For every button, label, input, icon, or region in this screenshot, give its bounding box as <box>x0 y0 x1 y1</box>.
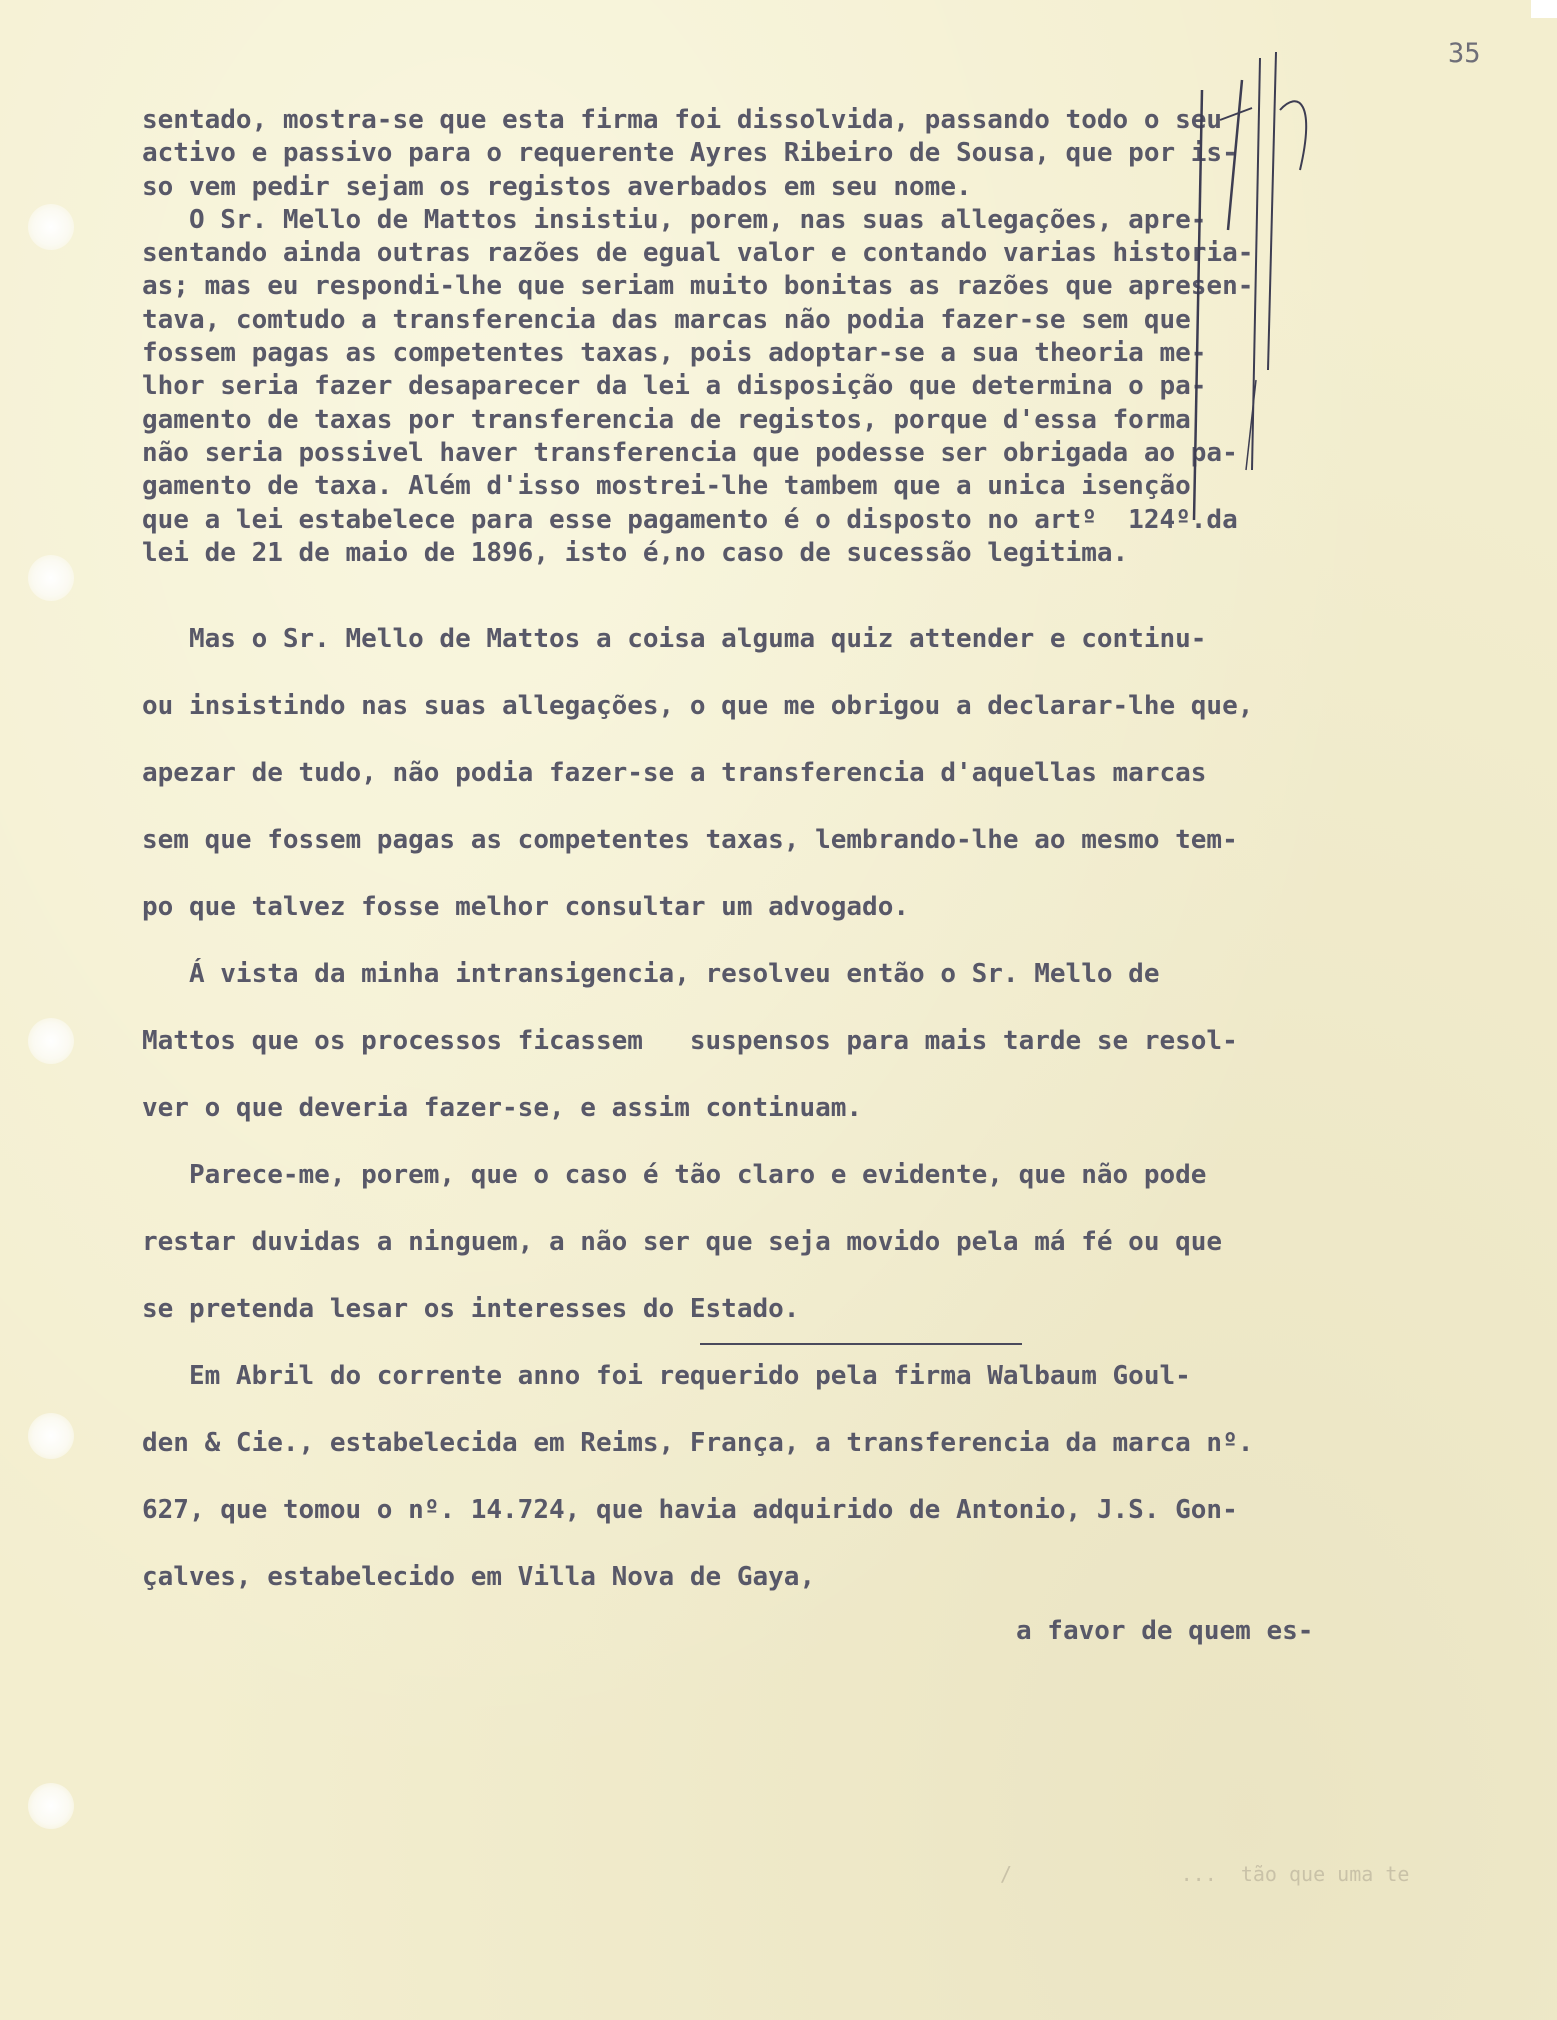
text-line: sentando ainda outras razões de egual valor e contando varias historia- <box>142 238 1254 269</box>
text-line: O Sr. Mello de Mattos insistiu, porem, nas suas allegações, apre- <box>142 204 1207 235</box>
text-line: Mattos que os processos ficassem suspensos para mais tarde se resol- <box>142 1026 1238 1056</box>
text-line: que a lei estabelece para esse pagamento é o disposto no artº 124º.da <box>142 504 1238 535</box>
text-line: 627, que tomou o nº. 14.724, que havia adquirido de Antonio, J.S. Gon- <box>142 1495 1238 1525</box>
text-line: fossem pagas as competentes taxas, pois adoptar-se a sua theoria me- <box>142 338 1207 369</box>
punch-hole-5 <box>28 1783 74 1829</box>
text-line: apezar de tudo, não podia fazer-se a transferencia d'aquellas marcas <box>142 758 1207 788</box>
text-line: as; mas eu respondi-lhe que seriam muito bonitas as razões que apresen- <box>142 271 1254 302</box>
text-line: po que talvez fosse melhor consultar um advogado. <box>142 892 910 922</box>
punch-hole-1 <box>28 204 74 250</box>
text-line: Parece-me, porem, que o caso é tão claro e evidente, que não pode <box>142 1160 1207 1190</box>
text-line: Á vista da minha intransigencia, resolveu então o Sr. Mello de <box>142 959 1160 989</box>
text-line: tava, comtudo a transferencia das marcas não podia fazer-se sem que <box>142 304 1191 335</box>
text-line: den & Cie., estabelecida em Reims, França, a transferencia da marca nº. <box>142 1428 1254 1458</box>
text-line: gamento de taxas por transferencia de registos, porque d'essa forma <box>142 404 1191 435</box>
text-line: gamento de taxa. Além d'isso mostrei-lhe tambem que a unica isenção <box>142 471 1191 502</box>
text-line: Mas o Sr. Mello de Mattos a coisa alguma quiz attender e continu- <box>142 624 1207 654</box>
text-line: so vem pedir sejam os registos averbados em seu nome. <box>142 171 972 202</box>
text-line: Em Abril do corrente anno foi requerido pela firma Walbaum Goul- <box>142 1361 1191 1391</box>
text-line: ou insistindo nas suas allegações, o que me obrigou a declarar-lhe que, <box>142 691 1254 721</box>
text-line: ver o que deveria fazer-se, e assim continuam. <box>142 1093 863 1123</box>
text-line: se pretenda lesar os interesses do Estado. <box>142 1294 800 1324</box>
text-line: lhor seria fazer desaparecer da lei a disposição que determina o pa- <box>142 371 1207 402</box>
page-number: 35 <box>1448 38 1481 69</box>
text-line: sem que fossem pagas as competentes taxas, lembrando-lhe ao mesmo tem- <box>142 825 1238 855</box>
punch-hole-3 <box>28 1018 74 1064</box>
text-line: lei de 21 de maio de 1896, isto é,no caso de sucessão legitima. <box>142 537 1129 568</box>
text-line: çalves, estabelecido em Villa Nova de Gaya, <box>142 1562 816 1592</box>
punch-hole-4 <box>28 1413 74 1459</box>
text-line: sentado, mostra-se que esta firma foi dissolvida, passando todo o seu <box>142 105 1223 135</box>
paragraph-wide <box>142 606 1542 1611</box>
strikethrough-mark <box>700 1343 1022 1345</box>
page-corner-fold <box>1531 0 1557 18</box>
punch-hole-2 <box>28 555 74 601</box>
text-line: restar duvidas a ninguem, a não ser que seja movido pela má fé ou que <box>142 1227 1223 1257</box>
text-line: não seria possivel haver transferencia que podesse ser obrigada ao pa- <box>142 437 1238 468</box>
closing-fragment: a favor de quem es- <box>1016 1616 1314 1646</box>
handwritten-annotation-mark <box>1180 50 1340 530</box>
text-line: activo e passivo para o requerente Ayres Ribeiro de Sousa, que por is- <box>142 138 1238 169</box>
bleed-through-text: / ... tão que uma te <box>1000 1862 1410 1886</box>
